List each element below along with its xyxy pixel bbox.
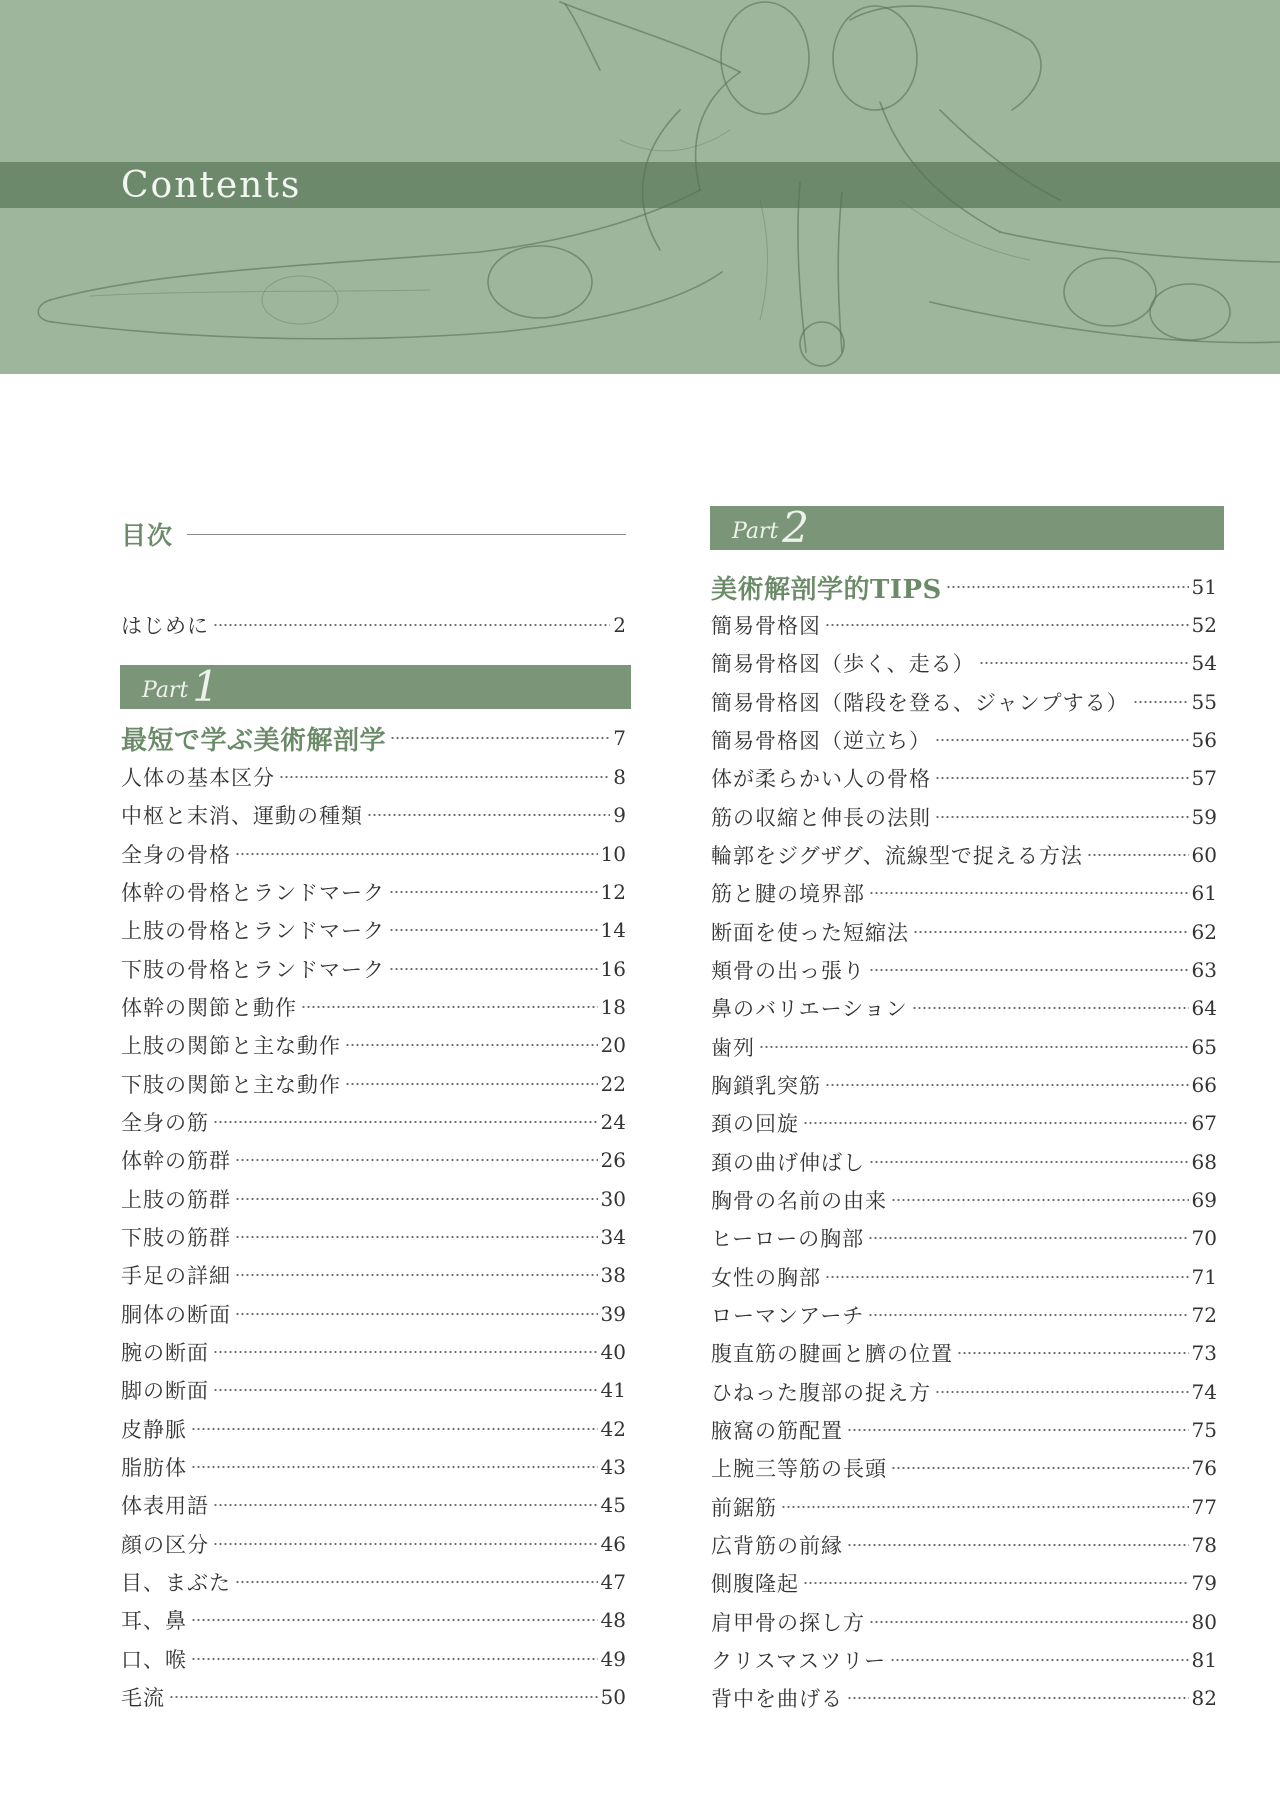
toc-entry (711, 989, 1217, 1027)
dot-leader (847, 1427, 1189, 1433)
toc-entry-page: 12 (600, 880, 626, 905)
toc-entry-label: 下肢の骨格とランドマーク (121, 957, 385, 982)
toc-entry (711, 1641, 1217, 1679)
dot-leader (979, 660, 1189, 666)
part-2-title-row (711, 568, 1217, 606)
part-2-number: 2 (782, 503, 810, 552)
toc-entry-label: 頚の曲げ伸ばし (711, 1150, 865, 1175)
toc-entry (121, 1026, 626, 1064)
dot-leader (389, 889, 598, 895)
toc-entry-page: 8 (613, 765, 626, 790)
dot-leader (935, 1389, 1189, 1395)
part-1-label: Part (142, 678, 189, 703)
toc-entry-label: 背中を曲げる (711, 1687, 843, 1712)
toc-entry-page: 54 (1191, 651, 1217, 676)
toc-entry-intro (121, 606, 626, 644)
toc-entry-page: 67 (1191, 1111, 1217, 1136)
toc-entry-label: 頬骨の出っ張り (711, 959, 865, 984)
toc-entry-page: 50 (600, 1685, 626, 1710)
toc-entry-page: 55 (1191, 689, 1217, 714)
part-2-label: Part (732, 519, 779, 544)
dot-leader (869, 967, 1189, 973)
dot-leader (301, 1004, 598, 1010)
toc-entry-label: 胸骨の名前の由来 (711, 1189, 887, 1214)
part-1-title-container (121, 719, 626, 757)
toc-entry-page: 22 (600, 1071, 626, 1096)
dot-leader (935, 814, 1189, 820)
toc-entry-page: 47 (600, 1570, 626, 1595)
toc-entry-label: クリスマスツリー (711, 1649, 887, 1674)
toc-entry-label: 簡易骨格図（歩く、走る） (711, 652, 975, 677)
toc-entry (711, 1449, 1217, 1487)
contents-title: Contents (121, 165, 302, 206)
dot-leader (169, 1694, 598, 1700)
toc-entry (121, 758, 626, 796)
toc-entry-page: 66 (1191, 1073, 1217, 1098)
toc-entry-label: 脚の断面 (121, 1379, 209, 1404)
toc-entry-page: 39 (600, 1301, 626, 1326)
dot-leader (847, 1695, 1189, 1701)
toc-entry (121, 1180, 626, 1218)
toc-entry (711, 1219, 1217, 1257)
dot-leader (891, 1465, 1189, 1471)
toc-entry (711, 1564, 1217, 1602)
toc-entry-label: 断面を使った短縮法 (711, 920, 909, 945)
toc-entry-label: 耳、鼻 (121, 1609, 187, 1634)
part-2-band (710, 503, 1224, 552)
toc-entry (711, 1296, 1217, 1334)
toc-entry-page: 10 (600, 841, 626, 866)
toc-entry-label: 下肢の関節と主な動作 (121, 1072, 341, 1097)
part-1-number: 1 (192, 662, 220, 711)
toc-entry (121, 1295, 626, 1333)
toc-entry-page: 52 (1191, 613, 1217, 638)
toc-entry-page: 20 (600, 1033, 626, 1058)
toc-entry-page: 64 (1191, 996, 1217, 1021)
toc-entry-label: 顔の区分 (121, 1532, 209, 1557)
toc-entry-label: 腋窩の筋配置 (711, 1419, 843, 1444)
toc-entry-label: 全身の筋 (121, 1111, 209, 1136)
part-2-entry-list (711, 606, 1217, 1718)
toc-entry-label: 筋と腱の境界部 (711, 882, 865, 907)
toc-entry-page: 48 (600, 1608, 626, 1633)
toc-entry-label: 体表用語 (121, 1494, 209, 1519)
toc-entry-label: 広背筋の前縁 (711, 1534, 843, 1559)
dot-leader (825, 1274, 1189, 1280)
toc-entry-page: 14 (600, 918, 626, 943)
toc-entry (121, 1563, 626, 1601)
toc-entry-label: 上肢の筋群 (121, 1187, 231, 1212)
toc-heading-rule (187, 534, 626, 535)
part-1-band (120, 662, 631, 711)
toc-entry-label: 脂肪体 (121, 1456, 187, 1481)
toc-entry-label: 腹直筋の腱画と臍の位置 (711, 1342, 953, 1367)
dot-leader (825, 1082, 1189, 1088)
toc-entry (121, 1678, 626, 1716)
dot-leader (191, 1426, 598, 1432)
dot-leader (235, 1157, 598, 1163)
toc-heading (121, 518, 626, 550)
toc-entry-page: 49 (600, 1646, 626, 1671)
dot-leader (869, 1619, 1189, 1625)
part-2-title-container (711, 568, 1217, 606)
toc-entry-label: 肩甲骨の探し方 (711, 1610, 865, 1635)
toc-entry (121, 1601, 626, 1639)
part-1-entry-list (121, 758, 626, 1716)
dot-leader (235, 1579, 598, 1585)
toc-entry (121, 1448, 626, 1486)
toc-entry (711, 1028, 1217, 1066)
toc-entry-label: 簡易骨格図（階段を登る、ジャンプする） (711, 690, 1129, 715)
toc-entry-label: 簡易骨格図 (711, 614, 821, 639)
toc-entry (711, 1603, 1217, 1641)
dot-leader (345, 1042, 598, 1048)
dot-leader (235, 1311, 598, 1317)
part-1-title-row (121, 719, 626, 757)
toc-entry-page: 56 (1191, 728, 1217, 753)
toc-entry-page: 71 (1191, 1264, 1217, 1289)
toc-entry-page: 74 (1191, 1379, 1217, 1404)
dot-leader (935, 775, 1189, 781)
toc-entry (711, 1488, 1217, 1526)
toc-entry-label: 中枢と末消、運動の種類 (121, 804, 363, 829)
toc-entry-page: 62 (1191, 919, 1217, 944)
toc-entry (711, 836, 1217, 874)
dot-leader (825, 622, 1189, 628)
toc-entry-label: 側腹隆起 (711, 1572, 799, 1597)
toc-entry-label: 胴体の断面 (121, 1302, 231, 1327)
toc-entry (121, 1486, 626, 1524)
dot-leader (869, 890, 1189, 896)
toc-entry-label: 口、喉 (121, 1647, 187, 1672)
toc-entry-label: 上肢の骨格とランドマーク (121, 919, 385, 944)
toc-entry-page: 18 (600, 995, 626, 1020)
dot-leader (367, 812, 610, 818)
toc-entry-page: 72 (1191, 1303, 1217, 1328)
toc-entry-label: 体が柔らかい人の骨格 (711, 767, 931, 792)
dot-leader (279, 774, 610, 780)
toc-entry-page: 16 (600, 956, 626, 981)
dot-leader (213, 622, 610, 628)
toc-entry-label: 全身の骨格 (121, 842, 231, 867)
toc-entry (121, 1640, 626, 1678)
toc-entry-label: 筋の収縮と伸長の法則 (711, 805, 931, 830)
dot-leader (913, 929, 1189, 935)
toc-entry-page: 70 (1191, 1226, 1217, 1251)
part-2-title: 美術解剖学的TIPS (711, 574, 942, 605)
dot-leader (946, 584, 1189, 590)
toc-entry-label: 上肢の関節と主な動作 (121, 1034, 341, 1059)
toc-entry (711, 1066, 1217, 1104)
toc-entry-page: 82 (1191, 1686, 1217, 1711)
toc-entry-label: 歯列 (711, 1035, 755, 1060)
toc-entry (711, 683, 1217, 721)
toc-entry (711, 1679, 1217, 1717)
dot-leader (935, 737, 1189, 743)
dot-leader (890, 1657, 1188, 1663)
toc-entry-label: ローマンアーチ (711, 1304, 865, 1329)
toc-entry-page: 26 (600, 1148, 626, 1173)
toc-entry-page: 57 (1191, 766, 1217, 791)
part-2-title-page: 51 (1191, 575, 1217, 600)
dot-leader (191, 1617, 598, 1623)
toc-entry (121, 1410, 626, 1448)
toc-entry (121, 1103, 626, 1141)
dot-leader (803, 1120, 1189, 1126)
toc-entry-label: 体幹の関節と動作 (121, 996, 297, 1021)
toc-entry-page: 75 (1191, 1418, 1217, 1443)
toc-entry (121, 1333, 626, 1371)
toc-entry (711, 1373, 1217, 1411)
dot-leader (759, 1044, 1189, 1050)
dot-leader (868, 1312, 1188, 1318)
toc-entry (121, 1371, 626, 1409)
toc-entry (711, 1143, 1217, 1181)
dot-leader (1133, 699, 1189, 705)
toc-entry-label: ひねった腹部の捉え方 (711, 1380, 931, 1405)
toc-entry-page: 30 (600, 1186, 626, 1211)
toc-entry (711, 1258, 1217, 1296)
toc-entry-page: 61 (1191, 881, 1217, 906)
toc-entry-page: 81 (1191, 1648, 1217, 1673)
toc-entry (711, 606, 1217, 644)
toc-entry (711, 644, 1217, 682)
toc-entry (711, 759, 1217, 797)
toc-entry-label: 頚の回旋 (711, 1112, 799, 1137)
toc-entry-label: 上腕三等筋の長頭 (711, 1457, 887, 1482)
toc-entry-page: 40 (600, 1340, 626, 1365)
header-banner (0, 0, 1280, 374)
dot-leader (868, 1235, 1188, 1241)
toc-entry-page: 76 (1191, 1456, 1217, 1481)
toc-entry-label: 手足の詳細 (121, 1264, 231, 1289)
toc-heading-text: 目次 (121, 521, 174, 550)
toc-entry-page: 59 (1191, 804, 1217, 829)
dot-leader (803, 1580, 1189, 1586)
toc-entry-label: 簡易骨格図（逆立ち） (711, 729, 931, 754)
toc-entry (121, 835, 626, 873)
toc-entry (121, 1218, 626, 1256)
dot-leader (235, 1234, 598, 1240)
dot-leader (390, 735, 610, 741)
toc-entry-page: 73 (1191, 1341, 1217, 1366)
toc-entry-label: 女性の胸部 (711, 1265, 821, 1290)
toc-entry-label: 体幹の骨格とランドマーク (121, 881, 385, 906)
toc-entry (121, 873, 626, 911)
dot-leader (891, 1197, 1189, 1203)
toc-entry-label: 胸鎖乳突筋 (711, 1074, 821, 1099)
toc-entry-page: 42 (600, 1416, 626, 1441)
dot-leader (191, 1656, 598, 1662)
toc-entry-page: 65 (1191, 1034, 1217, 1059)
toc-entry (711, 1104, 1217, 1142)
toc-entry-page: 9 (613, 803, 626, 828)
toc-entry-page: 43 (600, 1455, 626, 1480)
part-1-title-page: 7 (613, 726, 626, 751)
toc-entry-label: 腕の断面 (121, 1341, 209, 1366)
toc-entry-label: ヒーローの胸部 (711, 1227, 865, 1252)
toc-entry-label: 人体の基本区分 (121, 766, 275, 791)
toc-entry (121, 950, 626, 988)
toc-entry-label: 輪郭をジグザグ、流線型で捉える方法 (711, 844, 1083, 869)
toc-entry-page: 41 (600, 1378, 626, 1403)
toc-entry-label: 目、まぶた (121, 1571, 231, 1596)
dot-leader (1087, 852, 1189, 858)
toc-entry-page: 68 (1191, 1149, 1217, 1174)
toc-entry-page: 2 (613, 613, 626, 638)
dot-leader (235, 1196, 598, 1202)
dot-leader (957, 1350, 1189, 1356)
dot-leader (847, 1542, 1189, 1548)
toc-entry (711, 951, 1217, 989)
toc-entry (121, 988, 626, 1026)
toc-entry (711, 1181, 1217, 1219)
toc-entry (711, 721, 1217, 759)
toc-entry-label: 毛流 (121, 1686, 165, 1711)
dot-leader (213, 1502, 598, 1508)
toc-entry (121, 796, 626, 834)
dot-leader (345, 1081, 598, 1087)
toc-entry-page: 80 (1191, 1609, 1217, 1634)
toc-entry-label: 前鋸筋 (711, 1495, 777, 1520)
toc-entry-label: 皮静脈 (121, 1417, 187, 1442)
dot-leader (213, 1387, 598, 1393)
toc-entry-label: 鼻のバリエーション (711, 997, 908, 1022)
dot-leader (235, 1272, 598, 1278)
dot-leader (191, 1464, 598, 1470)
dot-leader (912, 1005, 1189, 1011)
toc-entry-page: 45 (600, 1493, 626, 1518)
toc-entry (711, 1334, 1217, 1372)
toc-entry-page: 60 (1191, 843, 1217, 868)
toc-entry (711, 913, 1217, 951)
toc-entry-page: 69 (1191, 1188, 1217, 1213)
toc-entry-page: 34 (600, 1225, 626, 1250)
toc-entry-label: 下肢の筋群 (121, 1226, 231, 1251)
part-1-title: 最短で学ぶ美術解剖学 (121, 725, 387, 756)
dot-leader (869, 1159, 1189, 1165)
toc-entry (121, 1065, 626, 1103)
dot-leader (235, 851, 598, 857)
toc-entry-label: 体幹の筋群 (121, 1149, 231, 1174)
dot-leader (213, 1349, 598, 1355)
dot-leader (389, 927, 598, 933)
toc-entry-page: 78 (1191, 1533, 1217, 1558)
toc-entry (121, 1141, 626, 1179)
toc-entry (711, 874, 1217, 912)
intro-entry-container (121, 606, 626, 644)
dot-leader (213, 1119, 598, 1125)
toc-entry (711, 798, 1217, 836)
toc-entry-page: 79 (1191, 1571, 1217, 1596)
toc-entry-page: 24 (600, 1110, 626, 1135)
toc-entry (121, 1256, 626, 1294)
toc-entry-page: 77 (1191, 1494, 1217, 1519)
toc-entry-page: 63 (1191, 958, 1217, 983)
toc-entry (121, 911, 626, 949)
toc-entry (121, 1525, 626, 1563)
toc-entry (711, 1411, 1217, 1449)
toc-entry (711, 1526, 1217, 1564)
dot-leader (213, 1541, 598, 1547)
dot-leader (781, 1504, 1189, 1510)
toc-entry-label: はじめに (121, 614, 209, 639)
toc-entry-page: 38 (600, 1263, 626, 1288)
toc-entry-page: 46 (600, 1531, 626, 1556)
dot-leader (389, 966, 598, 972)
